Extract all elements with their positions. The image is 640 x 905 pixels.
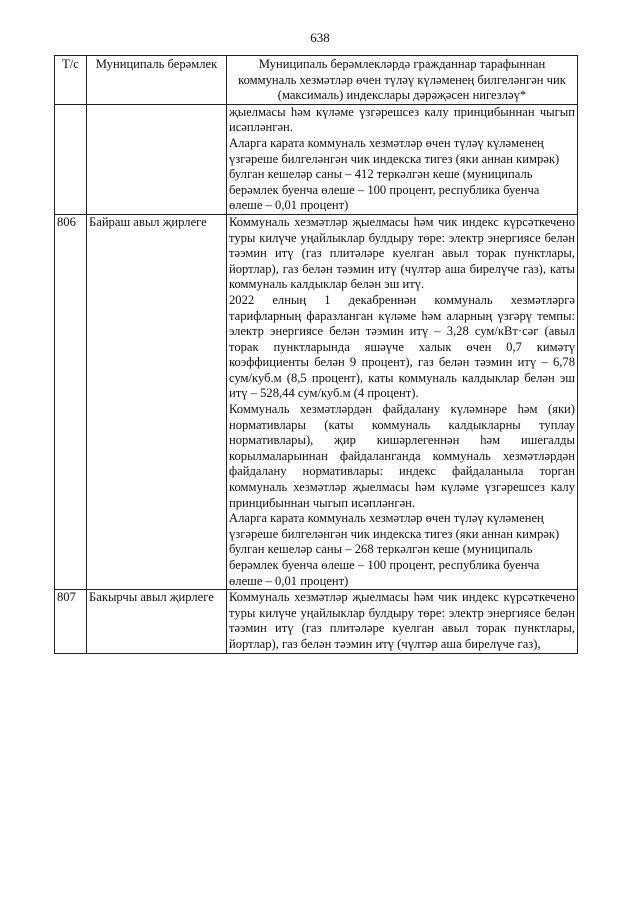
- paragraph: Коммуналь хезмәтләр җыелмасы һәм чик индекс күрсәткечено туры килүче уңайлыклар булдыру төре: электр энергиясе белән тәэмин итү (газ плитәләре куелган авыл торак пунктлары, йортлар), газ белән тәэмин итү (чүлтәр аша бирелүче газ),: [229, 590, 575, 651]
- row-municipality: Бакырчы авыл җирлеге: [87, 590, 227, 653]
- row-municipality: Байраш авыл җирлеге: [87, 214, 227, 589]
- paragraph: Аларга карата коммуналь хезмәтләр өчен түләү күләменең үзгәреше билгеләнгән чик индекска тигез (яки аннан кимрәк) булган кешеләр саны – 268 теркәлгән кеше (муниципаль берәмлек буенча өлеше – 100 процент, республика буенча өлеше – 0,01 процент): [229, 511, 560, 588]
- row-number: 807: [55, 590, 87, 653]
- paragraph: 2022 елның 1 декабреннән коммуналь хезмәтләргә тарифларның фаразланган күләме һәм аларның үзгәрү темпы: электр энергиясе белән тәэмин итү – 3,28 сум/кВт·сәг (авыл торак пунктларында яшәүче халык өчен 0,7 кимәтү коэффициенты белән 9 процент), газ белән тәэмин итү – 6,78 сум/куб.м (8,5 процент), каты коммуналь калдыклар белән эш итү – 528,44 сум/куб.м (4 процент).: [229, 292, 575, 401]
- header-municipality: Муниципаль берәмлек: [87, 56, 227, 105]
- paragraph: җыелмасы һәм күләме үзгәрешсез калу принцибыннан чыгып исәпләнгән.: [229, 104, 575, 135]
- table-row-continuation: [55, 104, 578, 214]
- table-row: [55, 214, 578, 589]
- row-number: [55, 104, 87, 214]
- table-header-row: [55, 56, 578, 105]
- row-justification: [227, 590, 578, 653]
- table-row: [55, 590, 578, 653]
- row-justification: [227, 214, 578, 589]
- page-number: 638: [310, 30, 330, 45]
- row-justification: [227, 104, 578, 214]
- paragraph: Коммуналь хезмәтләр җыелмасы һәм чик индекс күрсәткечено туры килүче уңайлыклар булдыру төре: электр энергиясе белән тәэмин итү (газ плитәләре куелган авыл торак пунктлары, йортлар), газ белән тәэмин итү (чүлтәр аша бирелүче газ), каты коммуналь калдыклар белән эш итү.: [229, 214, 575, 292]
- row-number: 806: [55, 214, 87, 589]
- header-number: Т/с: [55, 56, 87, 105]
- paragraph: Коммуналь хезмәтләрдән файдалану күләмнәре һәм (яки) нормативлары (каты коммуналь калдыкларны туплау нормативлары), җир кишәрлегеннән һәм ишегалды корылмаларыннан файдаланганда коммуналь хезмәтләрдән файдалану нормативлары: индекс файдаланыла торган коммуналь хезмәтләр җыелмасы һәм күләме үзгәрешсез калу принцибыннан чыгып исәпләнгән.: [229, 402, 575, 510]
- header-justification: Муниципаль берәмлекләрдә гражданнар тарафыннан коммуналь хезмәтләр өчен түләү күләменең билгеләнгән чик (максималь) индекслары дәрәҗәсен нигезләү*: [227, 56, 578, 105]
- municipal-index-table: [54, 55, 578, 654]
- paragraph: Аларга карата коммуналь хезмәтләр өчен түләү күләменең үзгәреше билгеләнгән чик индекска тигез (яки аннан кимрәк) булган кешеләр саны – 412 теркәлгән кеше (муниципаль берәмлек буенча өлеше – 100 процент, республика буенча өлеше – 0,01 процент): [229, 135, 560, 213]
- row-municipality: [87, 104, 227, 214]
